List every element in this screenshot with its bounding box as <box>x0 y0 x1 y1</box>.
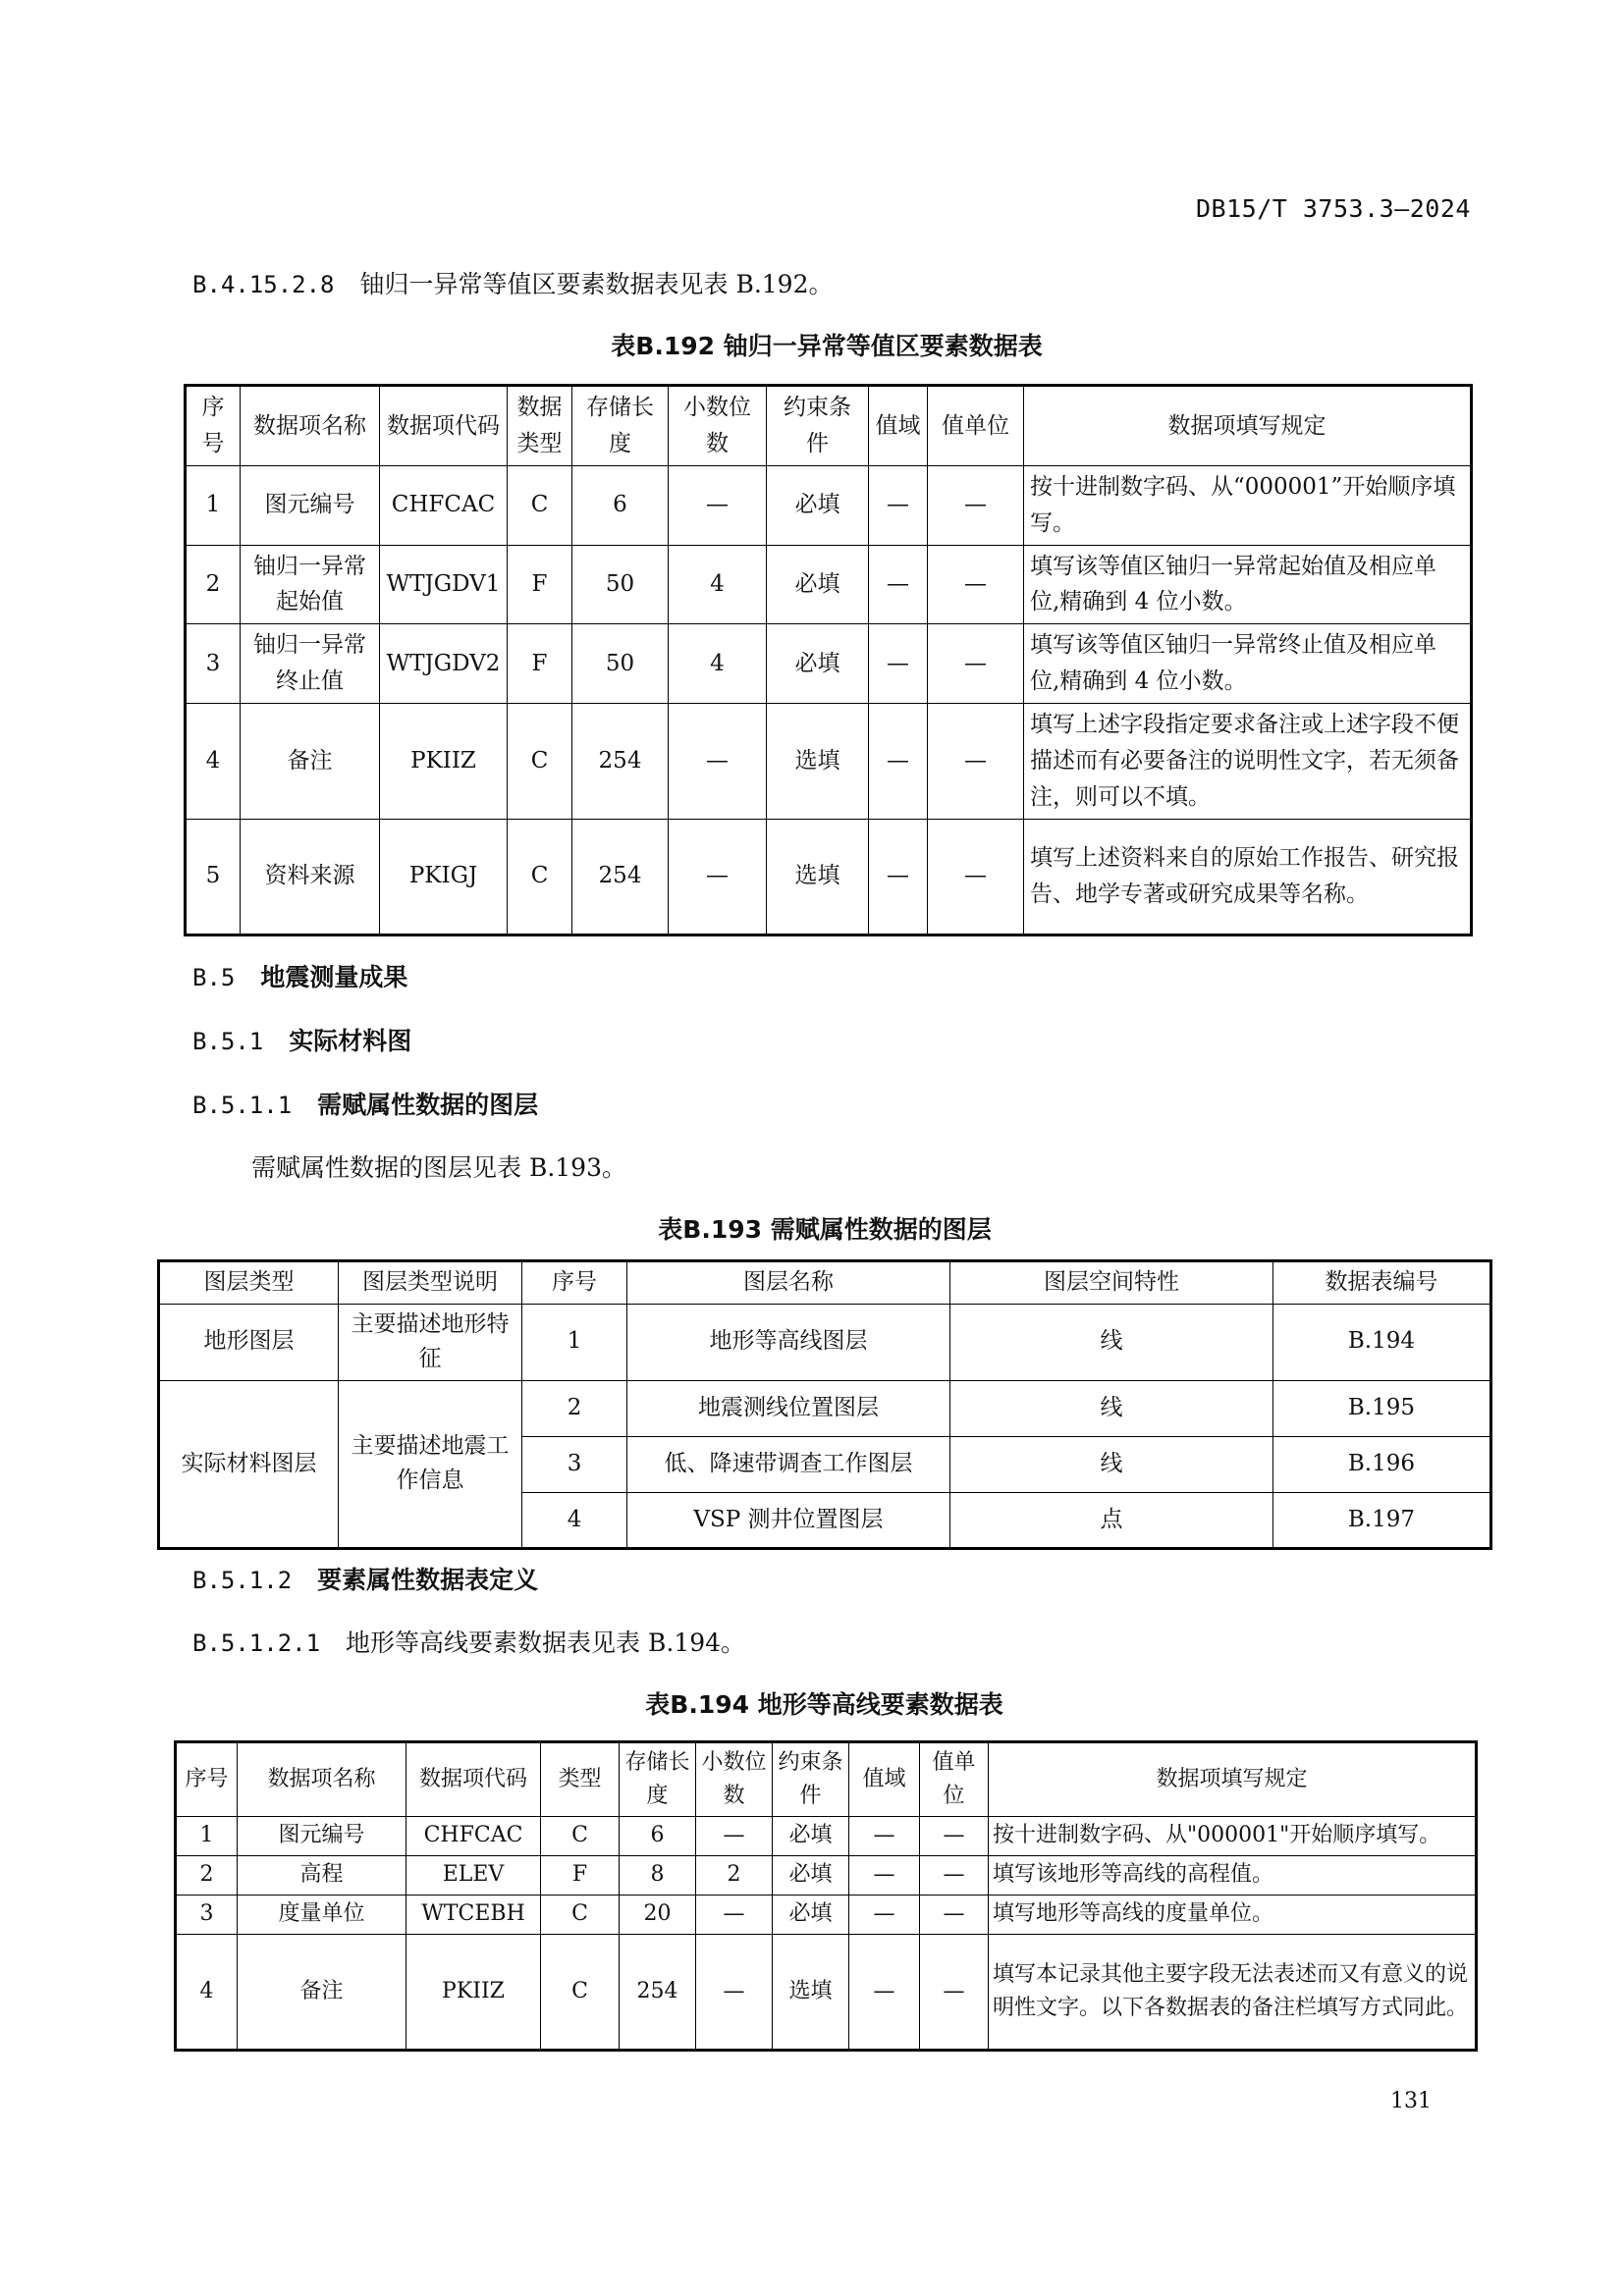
cell: 低、降速带调查工作图层 <box>626 1436 949 1492</box>
cell: 图元编号 <box>238 1817 406 1856</box>
section-text: 铀归一异常等值区要素数据表见表 B.192。 <box>359 270 834 298</box>
header-cell: 数据类型 <box>508 386 572 466</box>
cell: C <box>541 1935 620 2051</box>
cell: 8 <box>620 1856 696 1896</box>
section-number: B.4.15.2.8 <box>192 271 335 298</box>
header-cell: 小数位数 <box>669 386 767 466</box>
paragraph-b5-1-1: 需赋属性数据的图层见表 B.193。 <box>251 1153 626 1182</box>
table-row <box>176 1817 1477 1856</box>
layer-desc-cell: 主要描述地形特征 <box>338 1304 521 1380</box>
cell: 2 <box>186 545 241 624</box>
cell: 1 <box>522 1304 627 1380</box>
cell: 4 <box>669 545 767 624</box>
cell: — <box>849 1817 920 1856</box>
section-number: B.5 <box>192 964 236 991</box>
cell: 填写该等值区铀归一异常起始值及相应单位,精确到 4 位小数。 <box>1024 545 1472 624</box>
cell: — <box>869 703 928 819</box>
table-row <box>186 545 1472 624</box>
cell: 点 <box>949 1492 1272 1548</box>
header-cell: 数据项名称 <box>241 386 380 466</box>
cell: 6 <box>620 1817 696 1856</box>
cell: C <box>508 819 572 934</box>
cell: VSP 测井位置图层 <box>626 1492 949 1548</box>
cell: — <box>669 466 767 546</box>
section-number: B.5.1.2 <box>192 1567 293 1594</box>
cell: 选填 <box>767 819 869 934</box>
header-cell: 存储长度 <box>620 1742 696 1817</box>
cell: 图元编号 <box>241 466 380 546</box>
header-cell: 值单位 <box>928 386 1024 466</box>
table-row <box>176 1856 1477 1896</box>
cell: 6 <box>572 466 669 546</box>
cell: 50 <box>572 624 669 704</box>
cell: 2 <box>176 1856 238 1896</box>
table-row <box>186 703 1472 819</box>
layer-desc-cell: 主要描述地震工作信息 <box>338 1380 521 1548</box>
cell: WTJGDV1 <box>380 545 508 624</box>
header-cell: 小数位数 <box>696 1742 773 1817</box>
cell: 地震测线位置图层 <box>626 1380 949 1436</box>
cell: — <box>869 624 928 704</box>
header-cell: 约束条件 <box>773 1742 849 1817</box>
table-row <box>176 1935 1477 2051</box>
layer-type-cell: 地形图层 <box>159 1304 339 1380</box>
cell: WTJGDV2 <box>380 624 508 704</box>
cell: — <box>696 1896 773 1935</box>
header-cell: 类型 <box>541 1742 620 1817</box>
cell: 254 <box>620 1935 696 2051</box>
cell: F <box>508 545 572 624</box>
layer-type-cell: 实际材料图层 <box>159 1380 339 1548</box>
cell: — <box>869 819 928 934</box>
section-number: B.5.1.1 <box>192 1092 293 1119</box>
cell: — <box>669 819 767 934</box>
table-header-row <box>159 1261 1491 1305</box>
cell: — <box>920 1935 989 2051</box>
page-number: 131 <box>1390 2089 1432 2113</box>
table-193-caption: 表B.193 需赋属性数据的图层 <box>658 1215 992 1244</box>
cell: 3 <box>522 1436 627 1492</box>
cell: — <box>849 1896 920 1935</box>
header-cell: 数据项代码 <box>380 386 508 466</box>
cell: — <box>928 703 1024 819</box>
cell: 必填 <box>773 1856 849 1896</box>
cell: — <box>849 1856 920 1896</box>
section-b5-1-1 <box>192 1086 538 1121</box>
table-header-row <box>186 386 1472 466</box>
cell: C <box>541 1817 620 1856</box>
cell: WTCEBH <box>406 1896 541 1935</box>
table-194-caption: 表B.194 地形等高线要素数据表 <box>645 1690 1003 1719</box>
cell: — <box>920 1896 989 1935</box>
cell: — <box>669 703 767 819</box>
section-b5-1-2 <box>192 1561 538 1596</box>
section-title: 实际材料图 <box>289 1027 412 1055</box>
table-193 <box>157 1259 1492 1550</box>
header-cell: 值单位 <box>920 1742 989 1817</box>
table-header-row <box>176 1742 1477 1817</box>
cell: — <box>696 1817 773 1856</box>
section-b5-1-2-1 <box>192 1624 745 1659</box>
cell: 线 <box>949 1304 1272 1380</box>
cell: 必填 <box>773 1896 849 1935</box>
header-cell: 序号 <box>522 1261 627 1305</box>
cell: 1 <box>176 1817 238 1856</box>
cell: 地形等高线图层 <box>626 1304 949 1380</box>
header-cell: 序号 <box>186 386 241 466</box>
cell: — <box>849 1935 920 2051</box>
section-text: 地形等高线要素数据表见表 B.194。 <box>346 1629 746 1657</box>
header-cell: 数据表编号 <box>1272 1261 1490 1305</box>
header-cell: 值域 <box>849 1742 920 1817</box>
table-192-caption: 表B.192 铀归一异常等值区要素数据表 <box>611 332 1043 360</box>
cell: CHFCAC <box>380 466 508 546</box>
cell: 3 <box>176 1896 238 1935</box>
header-cell: 序号 <box>176 1742 238 1817</box>
cell: 选填 <box>773 1935 849 2051</box>
cell: 4 <box>522 1492 627 1548</box>
cell: 填写该地形等高线的高程值。 <box>989 1856 1477 1896</box>
cell: 必填 <box>767 466 869 546</box>
cell: C <box>541 1896 620 1935</box>
cell: — <box>928 466 1024 546</box>
header-cell: 图层类型 <box>159 1261 339 1305</box>
section-b5 <box>192 958 407 993</box>
cell: — <box>928 819 1024 934</box>
header-cell: 数据项填写规定 <box>1024 386 1472 466</box>
cell: 必填 <box>767 545 869 624</box>
section-title: 需赋属性数据的图层 <box>317 1091 539 1119</box>
cell: C <box>508 466 572 546</box>
cell: 必填 <box>773 1817 849 1856</box>
cell: 5 <box>186 819 241 934</box>
cell: — <box>928 545 1024 624</box>
section-b5-1 <box>192 1022 411 1057</box>
section-b4-15-2-8 <box>192 265 833 300</box>
cell: — <box>928 624 1024 704</box>
cell: 铀归一异常终止值 <box>241 624 380 704</box>
header-cell: 图层类型说明 <box>338 1261 521 1305</box>
cell: 3 <box>186 624 241 704</box>
header-cell: 图层空间特性 <box>949 1261 1272 1305</box>
table-row <box>159 1304 1491 1380</box>
cell: 度量单位 <box>238 1896 406 1935</box>
cell: 线 <box>949 1436 1272 1492</box>
cell: 20 <box>620 1896 696 1935</box>
header-cell: 数据项代码 <box>406 1742 541 1817</box>
cell: 50 <box>572 545 669 624</box>
cell: — <box>920 1817 989 1856</box>
cell: — <box>920 1856 989 1896</box>
cell: — <box>696 1935 773 2051</box>
cell: 1 <box>186 466 241 546</box>
cell: PKIIZ <box>380 703 508 819</box>
cell: PKIGJ <box>380 819 508 934</box>
cell: — <box>869 545 928 624</box>
cell: 资料来源 <box>241 819 380 934</box>
table-row <box>186 819 1472 934</box>
cell: 填写本记录其他主要字段无法表述而又有意义的说明性文字。以下各数据表的备注栏填写方式同此。 <box>989 1935 1477 2051</box>
cell: PKIIZ <box>406 1935 541 2051</box>
cell: F <box>508 624 572 704</box>
cell: F <box>541 1856 620 1896</box>
cell: 按十进制数字码、从"000001"开始顺序填写。 <box>989 1817 1477 1856</box>
cell: 填写该等值区铀归一异常终止值及相应单位,精确到 4 位小数。 <box>1024 624 1472 704</box>
cell: — <box>869 466 928 546</box>
header-cell: 数据项名称 <box>238 1742 406 1817</box>
table-194 <box>174 1740 1478 2052</box>
cell: 高程 <box>238 1856 406 1896</box>
cell: 铀归一异常起始值 <box>241 545 380 624</box>
cell: 4 <box>669 624 767 704</box>
table-row <box>186 624 1472 704</box>
cell: 按十进制数字码、从“000001”开始顺序填写。 <box>1024 466 1472 546</box>
cell: 填写上述资料来自的原始工作报告、研究报告、地学专著或研究成果等名称。 <box>1024 819 1472 934</box>
cell: 填写上述字段指定要求备注或上述字段不便描述而有必要备注的说明性文字，若无须备注，则可以不填。 <box>1024 703 1472 819</box>
section-number: B.5.1.2.1 <box>192 1629 321 1657</box>
cell: 备注 <box>238 1935 406 2051</box>
section-title: 地震测量成果 <box>260 963 408 991</box>
cell: CHFCAC <box>406 1817 541 1856</box>
cell: 254 <box>572 703 669 819</box>
section-title: 要素属性数据表定义 <box>317 1566 539 1594</box>
cell: 备注 <box>241 703 380 819</box>
table-row <box>176 1896 1477 1935</box>
cell: 必填 <box>767 624 869 704</box>
cell: B.196 <box>1272 1436 1490 1492</box>
header-cell: 存储长度 <box>572 386 669 466</box>
table-192 <box>184 384 1473 936</box>
table-row <box>186 466 1472 546</box>
cell: C <box>508 703 572 819</box>
header-cell: 图层名称 <box>626 1261 949 1305</box>
cell: B.195 <box>1272 1380 1490 1436</box>
header-cell: 值域 <box>869 386 928 466</box>
cell: ELEV <box>406 1856 541 1896</box>
cell: 选填 <box>767 703 869 819</box>
section-number: B.5.1 <box>192 1028 264 1055</box>
cell: B.194 <box>1272 1304 1490 1380</box>
cell: 线 <box>949 1380 1272 1436</box>
cell: B.197 <box>1272 1492 1490 1548</box>
cell: 4 <box>186 703 241 819</box>
cell: 2 <box>696 1856 773 1896</box>
header-cell: 约束条件 <box>767 386 869 466</box>
cell: 填写地形等高线的度量单位。 <box>989 1896 1477 1935</box>
cell: 254 <box>572 819 669 934</box>
header-cell: 数据项填写规定 <box>989 1742 1477 1817</box>
document-id: DB15/T 3753.3—2024 <box>1196 194 1471 223</box>
cell: 2 <box>522 1380 627 1436</box>
cell: 4 <box>176 1935 238 2051</box>
table-row <box>159 1380 1491 1436</box>
